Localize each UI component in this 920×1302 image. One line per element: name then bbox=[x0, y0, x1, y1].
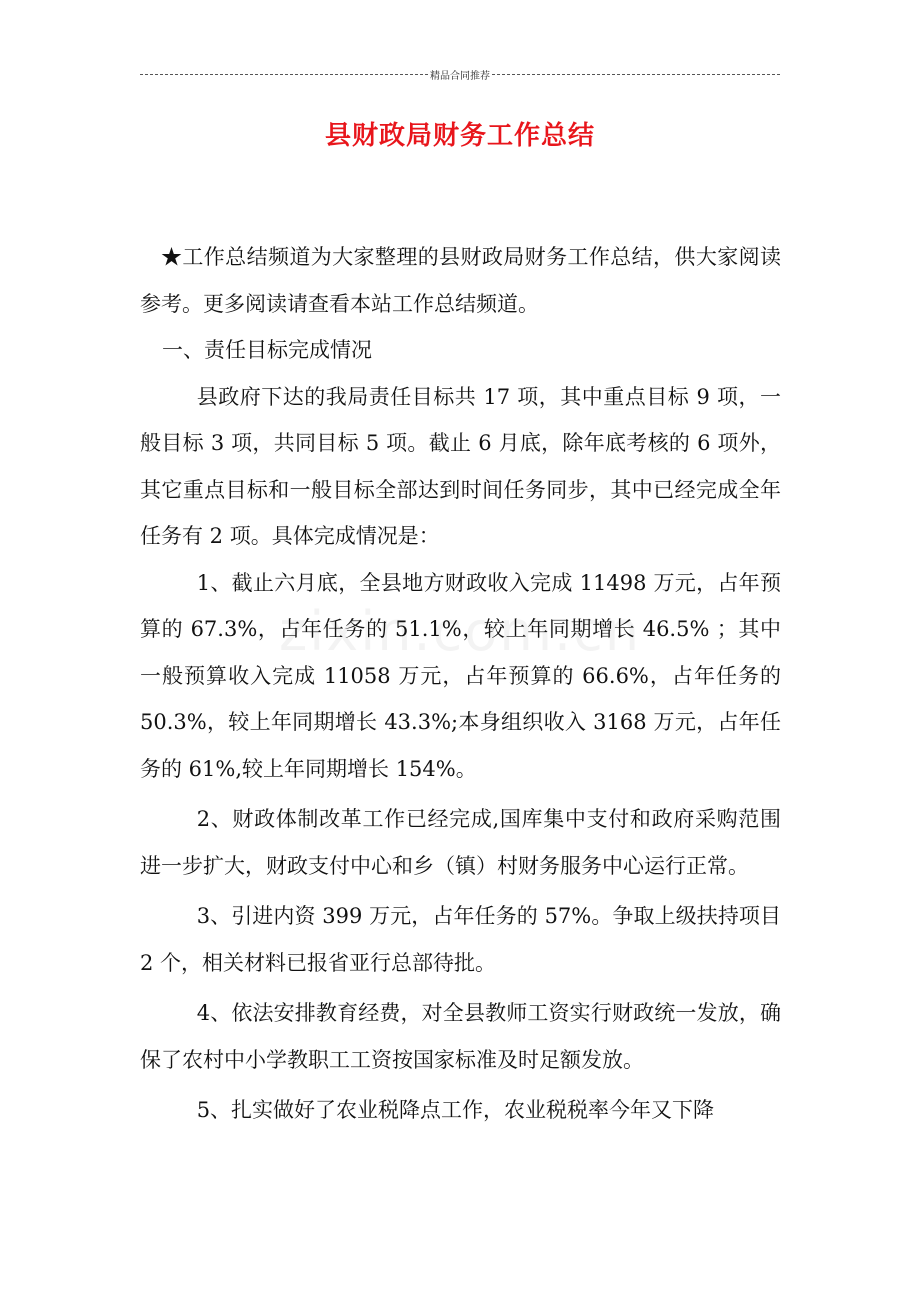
header-dash-right bbox=[492, 74, 780, 75]
intro-paragraph: ★工作总结频道为大家整理的县财政局财务工作总结，供大家阅读参考。更多阅读请查看本站工作总结频道。 bbox=[140, 245, 781, 316]
section-heading: 一、责任目标完成情况 bbox=[162, 338, 373, 362]
document-body bbox=[140, 234, 781, 1134]
item-paragraph-1: 1、截止六月底，全县地方财政收入完成 11498 万元，占年预算的 67.3%，占年任务的 51.1%，较上年同期增长 46.5% ；其中一般预算收入完成 11058 万元，占年预算的 66.6%，占年任务的 50.3%，较上年同期增长 43.3%;本身组织收入 3168 万元，占年任务的 61%,较上年同期增长 154%。 bbox=[140, 570, 781, 781]
header-label: 精品合同推荐 bbox=[430, 70, 490, 82]
item-paragraph-2: 2、财政体制改革工作已经完成,国库集中支付和政府采购范围进一步扩大，财政支付中心和乡（镇）村财务服务中心运行正常。 bbox=[140, 807, 781, 878]
item-paragraph-3: 3、引进内资 399 万元，占年任务的 57%。争取上级扶持项目 2 个，相关材料已报省亚行总部待批。 bbox=[140, 904, 781, 975]
summary-paragraph: 县政府下达的我局责任目标共 17 项，其中重点目标 9 项，一般目标 3 项，共同目标 5 项。截止 6 月底，除年底考核的 6 项外，其它重点目标和一般目标全部达到时间任务同步，其中已经完成全年任务有 2 项。具体完成情况是： bbox=[140, 384, 781, 548]
page-header bbox=[140, 66, 780, 82]
item-paragraph-4: 4、依法安排教育经费，对全县教师工资实行财政统一发放，确保了农村中小学教职工工资按国家标准及时足额发放。 bbox=[140, 1001, 781, 1072]
document-title: 县财政局财务工作总结 bbox=[324, 121, 595, 151]
item-paragraph-5: 5、扎实做好了农业税降点工作，农业税税率今年又下降 bbox=[196, 1098, 715, 1122]
header-dash-left bbox=[140, 74, 428, 75]
